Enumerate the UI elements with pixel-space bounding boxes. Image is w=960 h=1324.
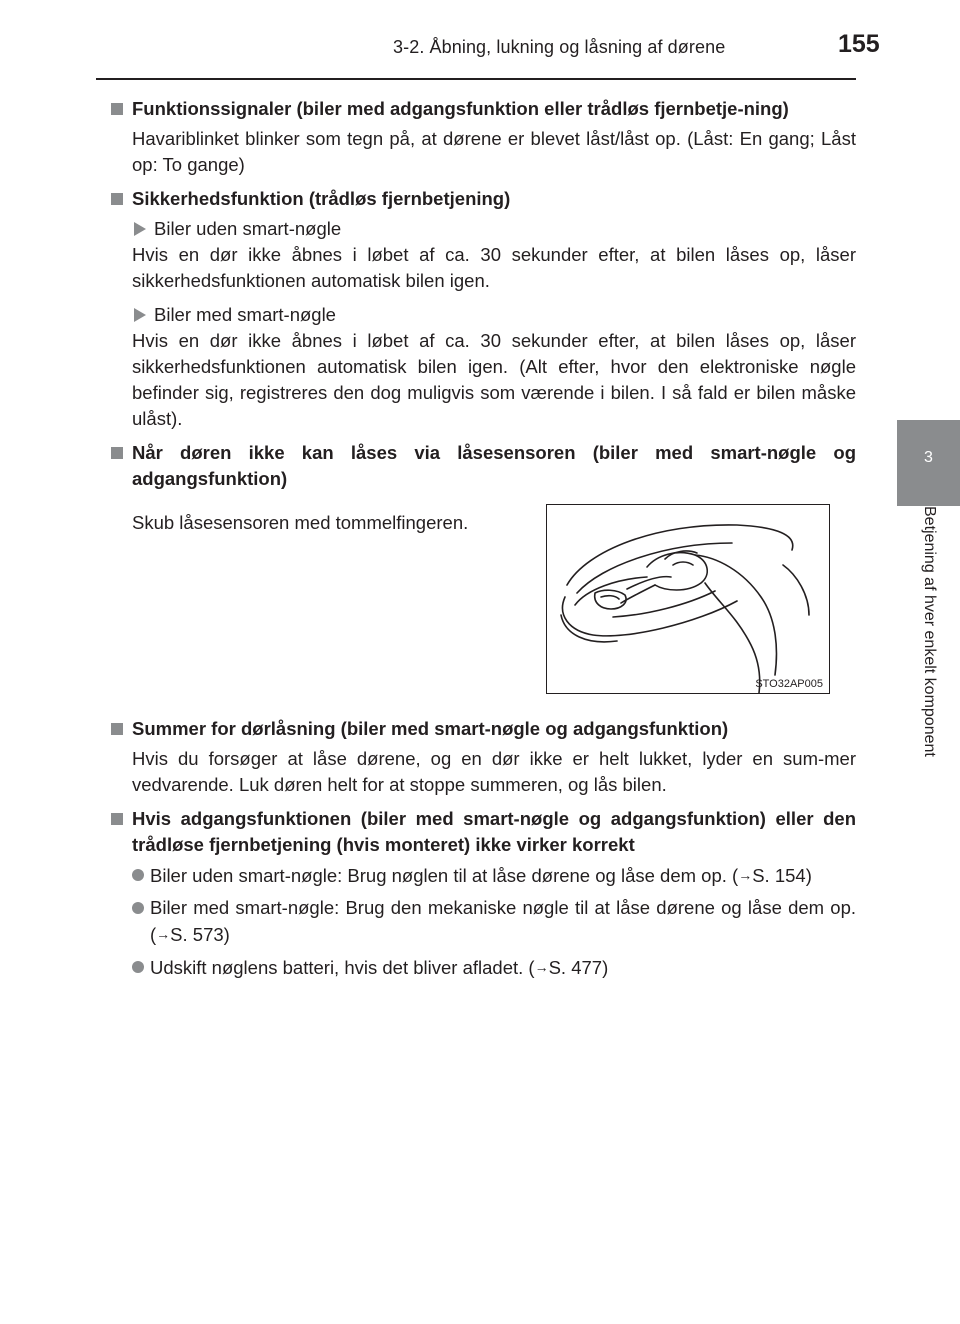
square-bullet-icon xyxy=(111,447,123,459)
square-bullet-icon xyxy=(111,723,123,735)
paragraph: Havariblinket blinker som tegn på, at dørene er blevet låst/låst op. (Låst: En gang; Låst op: To gange) xyxy=(132,128,856,175)
heading-text: Summer for dørlåsning (biler med smart-nøgle og adgangsfunktion) xyxy=(132,718,729,739)
chapter-title-vertical xyxy=(897,506,960,834)
figure-instruction: Skub låsesensoren med tommelfingeren. xyxy=(132,512,469,533)
arrow-right-icon: → xyxy=(156,926,171,942)
circle-bullet-icon xyxy=(132,869,144,881)
section-heading xyxy=(110,96,856,122)
circle-bullet-icon xyxy=(132,902,144,914)
door-handle-illustration xyxy=(546,504,830,694)
chapter-tab xyxy=(897,420,960,506)
list-item: Biler med smart-nøgle: Brug den mekaniske nøgle til at låse dørene og låse dem op. (→S. 573) xyxy=(110,895,856,948)
heading-text: Hvis adgangsfunktionen (biler med smart-nøgle og adgangsfunktion) eller den trådløse fjernbetjening (hvis monteret) ikke virker korrekt xyxy=(132,808,856,855)
heading-text: Når døren ikke kan låses via låsesensoren (biler med smart-nøgle og adgangsfunktion) xyxy=(132,442,856,489)
section-summer xyxy=(110,716,856,798)
header-divider xyxy=(96,78,856,80)
subheading-text: Biler uden smart-nøgle xyxy=(154,218,342,239)
section-fejlfinding xyxy=(110,806,856,981)
paragraph: Hvis en dør ikke åbnes i løbet af ca. 30 sekunder efter, at bilen låses op, låser sikkerhedsfunktionen automatisk bilen igen. xyxy=(132,244,856,291)
square-bullet-icon xyxy=(111,193,123,205)
item-text: Biler med smart-nøgle: Brug den mekaniske nøgle til at låse dørene og låse dem op. xyxy=(150,897,856,918)
subheading-med-smart-noegle xyxy=(110,302,856,328)
circle-bullet-icon xyxy=(132,961,144,973)
heading-text: Sikkerhedsfunktion (trådløs fjernbetjening) xyxy=(132,188,511,209)
section-sikkerhedsfunktion xyxy=(110,186,856,432)
subheading-uden-smart-noegle xyxy=(110,216,856,242)
section-heading xyxy=(110,806,856,858)
page-reference-link[interactable]: S. 154) xyxy=(752,865,812,886)
list-item: Udskift nøglens batteri, hvis det bliver afladet. (→S. 477) xyxy=(110,954,856,981)
section-heading xyxy=(110,186,856,212)
list-item: Biler uden smart-nøgle: Brug nøglen til at låse dørene og låse dem op. (→S. 154) xyxy=(110,862,856,889)
triangle-bullet-icon xyxy=(134,308,146,322)
section-heading xyxy=(110,716,856,742)
thumb-on-lock-sensor-illustration xyxy=(547,505,829,693)
main-content xyxy=(110,96,856,987)
item-text: Udskift nøglens batteri, hvis det bliver afladet. xyxy=(150,957,524,978)
chapter-number: 3 xyxy=(924,449,933,466)
arrow-right-icon: → xyxy=(534,959,549,975)
triangle-bullet-icon xyxy=(134,222,146,236)
figure-row xyxy=(110,504,856,706)
figure-code: STO32AP005 xyxy=(755,678,823,690)
page-reference-link[interactable]: S. 477) xyxy=(548,957,609,978)
page-number: 155 xyxy=(838,30,880,58)
section-title: 3-2. Åbning, lukning og låsning af dørene xyxy=(393,37,726,57)
paragraph: Hvis du forsøger at låse dørene, og en dør ikke er helt lukket, lyder en sum-mer vedvarende. Luk døren helt for at stoppe summeren, og lås bilen. xyxy=(132,748,856,795)
subheading-text: Biler med smart-nøgle xyxy=(154,304,336,325)
arrow-right-icon: → xyxy=(738,867,753,883)
square-bullet-icon xyxy=(111,103,123,115)
heading-text: Funktionssignaler (biler med adgangsfunktion eller trådløs fjernbetje-ning) xyxy=(132,98,789,119)
section-laasesensor xyxy=(110,440,856,706)
paragraph: Hvis en dør ikke åbnes i løbet af ca. 30 sekunder efter, at bilen låses op, låser sikkerhedsfunktionen automatisk bilen igen. (Alt efter, hvor den elektroniske nøgle befinder sig, registreres den dog muligvis som værende i bilen. I så fald er bilen måske ulåst). xyxy=(132,330,856,429)
chapter-title: Betjening af hver enkelt komponent xyxy=(921,506,938,757)
item-text: Biler uden smart-nøgle: Brug nøglen til at låse dørene og låse dem op. xyxy=(150,865,727,886)
page-reference-link[interactable]: S. 573) xyxy=(170,924,230,945)
section-heading xyxy=(110,440,856,492)
section-funktionssignaler xyxy=(110,96,856,178)
square-bullet-icon xyxy=(111,813,123,825)
